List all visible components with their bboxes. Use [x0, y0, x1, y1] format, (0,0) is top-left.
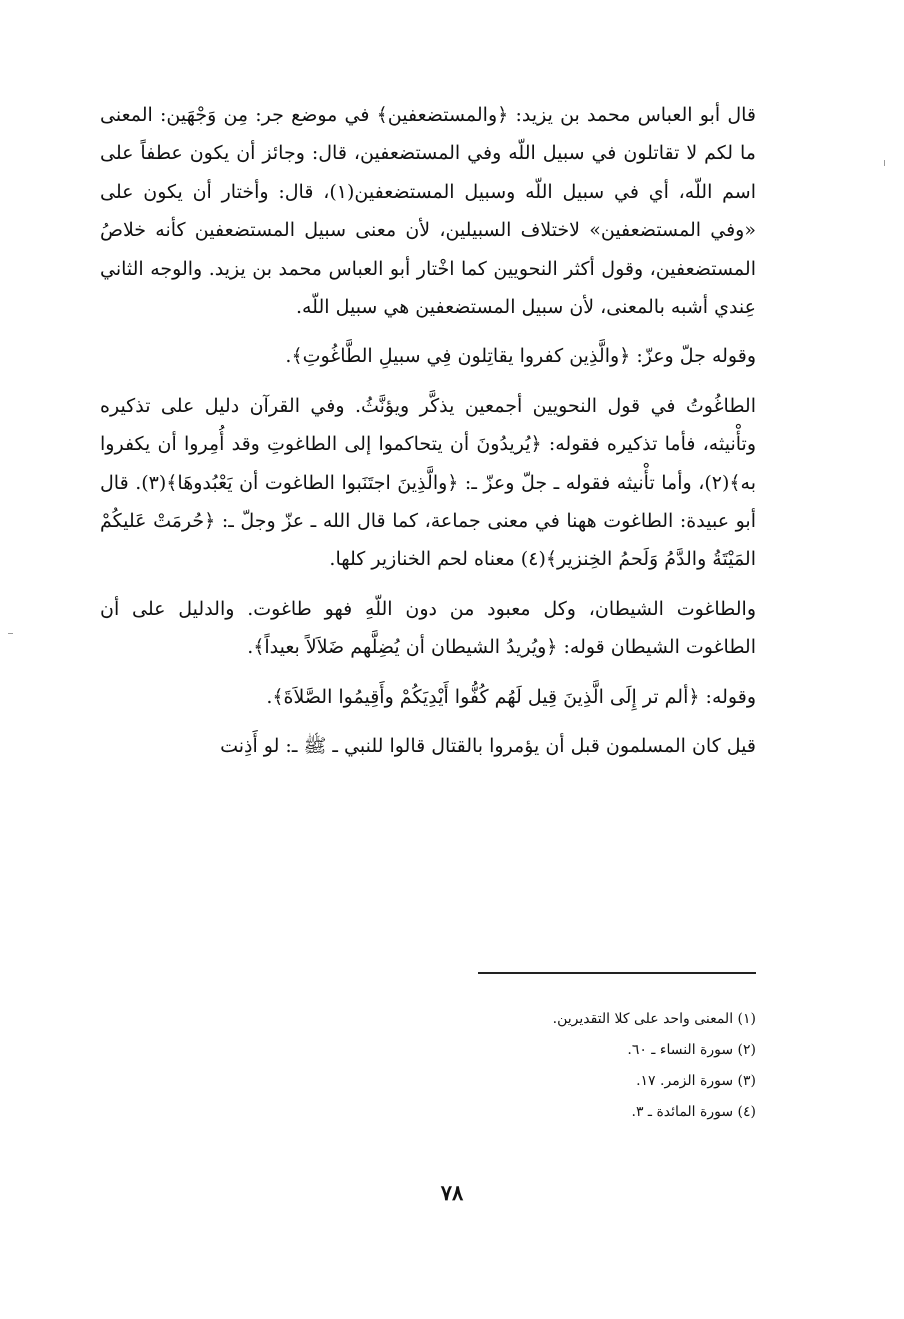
footnote-1: (١) المعنى واحد على كلا التقديرين. — [552, 1011, 756, 1027]
footnote-separator — [478, 972, 756, 974]
paragraph-5: وقوله: ﴿ألم تر إِلَى الَّذِينَ قِيل لَهُم كُفُّوا أَيْدِيَكُمْ وأَقِيمُوا الصَّلاَةَ﴾. — [266, 685, 756, 708]
footnotes — [400, 1004, 756, 1128]
scan-edge-mark — [884, 160, 885, 166]
paragraph-2: وقوله جلّ وعزّ: ﴿والَّذِين كفروا يقاتِلون فِي سبيلِ الطَّاغُوتِ﴾. — [285, 345, 756, 368]
footnote-2: (٢) سورة النساء ـ ٦٠. — [627, 1042, 756, 1058]
main-text — [100, 96, 756, 766]
paragraph-3: الطاغُوتُ في قول النحويين أجمعين يذكَّر ويؤنَّثُ. وفي القرآن دليل على تذكيره وتأْنيثه، فأما تذكيره فقوله: ﴿يُريدُونَ أن يتحاكموا إلى الطاغوتِ وقد أُمِروا أن يكفروا به﴾(٢)، وأما تأْنيثه فقوله ـ جلّ وعزّ ـ: ﴿والَّذِينَ اجتَنَبوا الطاغوت أن يَعْبُدوهَا﴾(٣). قال أبو عبيدة: الطاغوت ههنا في معنى جماعة، كما قال الله ـ عزّ وجلّ ـ: ﴿حُرمَتْ عَليكُمْ المَيْتَةُ والدَّمُ وَلَحمُ الخِنزير﴾(٤) معناه لحم الخنازير كلها. — [100, 394, 756, 571]
footnote-4: (٤) سورة المائدة ـ ٣. — [631, 1104, 756, 1120]
scan-edge-mark — [8, 633, 13, 634]
paragraph-4: والطاغوت الشيطان، وكل معبود من دون اللّهِ فهو طاغوت. والدليل على أن الطاغوت الشيطان قوله: ﴿ويُريدُ الشيطان أن يُضِلَّهم ضَلاَلاً بعيداً﴾. — [100, 597, 756, 659]
page-number: ٧٨ — [440, 1180, 464, 1205]
paragraph-6: قيل كان المسلمون قبل أن يؤمروا بالقتال قالوا للنبي ـ ﷺ ـ: لو أَذِنت — [220, 735, 756, 758]
footnote-3: (٣) سورة الزمر. ١٧. — [636, 1073, 756, 1089]
paragraph-1: قال أبو العباس محمد بن يزيد: ﴿والمستضعفين﴾ في موضع جر: مِن وَجْهَين: المعنى ما لكم لا تقاتلون في سبيل اللّه وفي المستضعفين، قال: وجائز أن يكون عطفاً على اسم اللّه، أي في سبيل اللّه وسبيل المستضعفين(١)، قال: وأختار أن يكون على «وفي المستضعفين» لاختلاف السبيلين، لأن معنى سبيل المستضعفين كأنه خلاصُ المستضعفين، وقول أكثر النحويين كما اخْتار أبو العباس محمد بن يزيد. والوجه الثاني عِندي أشبه بالمعنى، لأن سبيل المستضعفين هي سبيل اللّه. — [100, 104, 756, 319]
